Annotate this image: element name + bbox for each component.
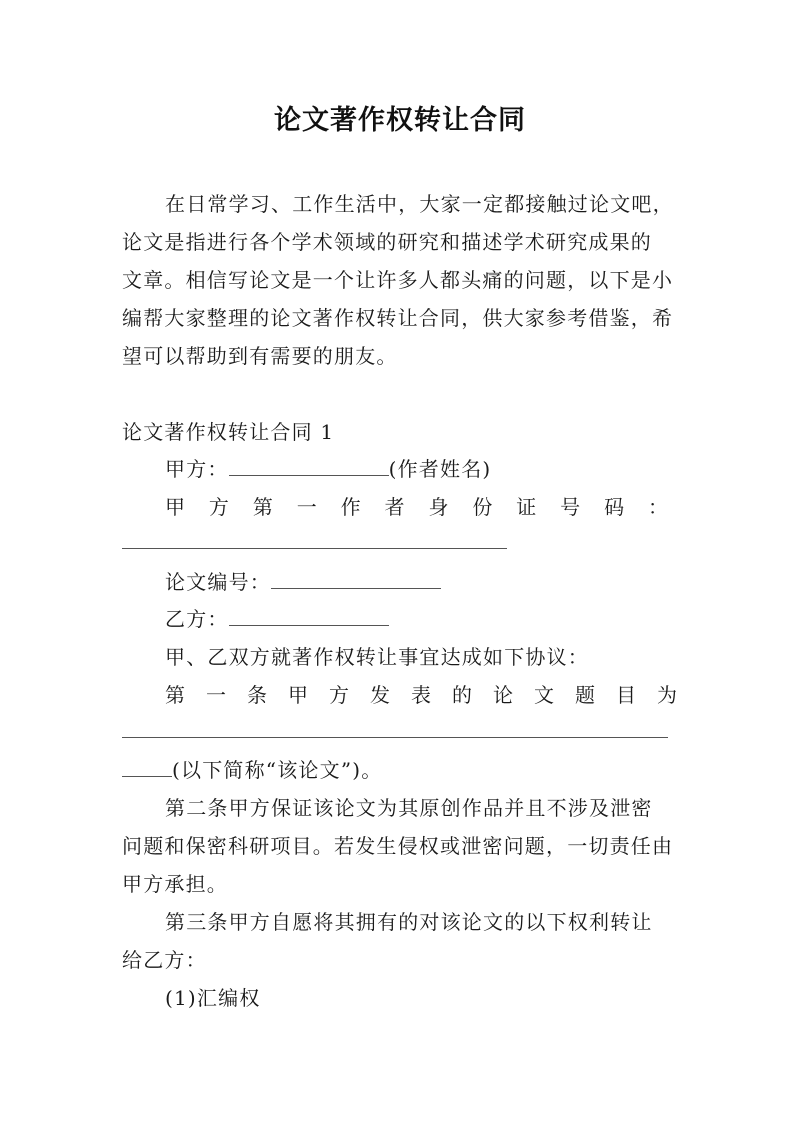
article1-char: 表 xyxy=(411,683,431,707)
article1-char: 甲 xyxy=(288,683,308,707)
document-title: 论文著作权转让合同 xyxy=(274,105,526,136)
article1-char: 文 xyxy=(534,683,554,707)
intro-line-2: 论文是指进行各个学术领域的研究和描述学术研究成果的 xyxy=(122,230,652,254)
id-char: 证 xyxy=(516,495,537,519)
article-1-suffix: (以下简称“该论文”)。 xyxy=(172,758,383,782)
article1-char: 论 xyxy=(493,683,513,707)
paper-number-line xyxy=(165,570,441,594)
party-b-label: 乙方： xyxy=(165,607,229,631)
intro-line-5: 望可以帮助到有需要的朋友。 xyxy=(122,344,398,368)
id-char: 身 xyxy=(428,495,449,519)
article1-char: 的 xyxy=(452,683,472,707)
party-a-blank xyxy=(229,457,389,476)
intro-line-4: 编帮大家整理的论文著作权转让合同，供大家参考借鉴，希 xyxy=(122,306,674,330)
article1-char: 目 xyxy=(616,683,636,707)
party-a-suffix: (作者姓名) xyxy=(388,457,492,481)
article1-char: 题 xyxy=(575,683,595,707)
party-b-blank xyxy=(229,607,389,626)
article1-char: 为 xyxy=(657,683,677,707)
article-1-short-blank xyxy=(122,758,172,777)
article-1-suffix-line xyxy=(122,758,382,782)
id-char: 一 xyxy=(296,495,317,519)
party-a-line xyxy=(165,457,491,481)
article-2-line-2: 问题和保密科研项目。若发生侵权或泄密问题，一切责任由 xyxy=(122,834,674,858)
article-2-line-1: 第二条甲方保证该论文为其原创作品并且不涉及泄密 xyxy=(165,796,653,820)
article-1-label xyxy=(165,683,677,707)
id-char: ： xyxy=(647,495,668,519)
id-number-label xyxy=(165,495,668,519)
party-a-label: 甲方： xyxy=(165,457,229,481)
paper-number-label: 论文编号： xyxy=(165,570,271,594)
item-1: (1)汇编权 xyxy=(165,986,261,1010)
article1-char: 条 xyxy=(247,683,267,707)
id-char: 者 xyxy=(384,495,405,519)
id-char: 码 xyxy=(604,495,625,519)
article1-char: 一 xyxy=(206,683,226,707)
article-3-line-1: 第三条甲方自愿将其拥有的对该论文的以下权利转让 xyxy=(165,910,653,934)
id-char: 号 xyxy=(560,495,581,519)
agreement-line: 甲、乙双方就著作权转让事宜达成如下协议： xyxy=(165,645,589,669)
id-char: 份 xyxy=(472,495,493,519)
intro-line-1: 在日常学习、工作生活中，大家一定都接触过论文吧， xyxy=(165,192,674,216)
intro-line-3: 文章。相信写论文是一个让许多人都头痛的问题，以下是小 xyxy=(122,268,674,292)
id-number-blank xyxy=(122,548,507,549)
article-1-blank xyxy=(122,737,668,738)
article-3-line-2: 给乙方： xyxy=(122,948,207,972)
id-char: 第 xyxy=(252,495,273,519)
section-title: 论文著作权转让合同 1 xyxy=(122,420,335,444)
id-char: 甲 xyxy=(165,495,185,519)
paper-number-blank xyxy=(271,570,441,589)
article1-char: 方 xyxy=(329,683,349,707)
party-b-line xyxy=(165,607,389,631)
id-char: 作 xyxy=(340,495,361,519)
article1-char: 发 xyxy=(370,683,390,707)
article1-char: 第 xyxy=(165,683,185,707)
id-char: 方 xyxy=(208,495,229,519)
article-2-line-3: 甲方承担。 xyxy=(122,872,228,896)
